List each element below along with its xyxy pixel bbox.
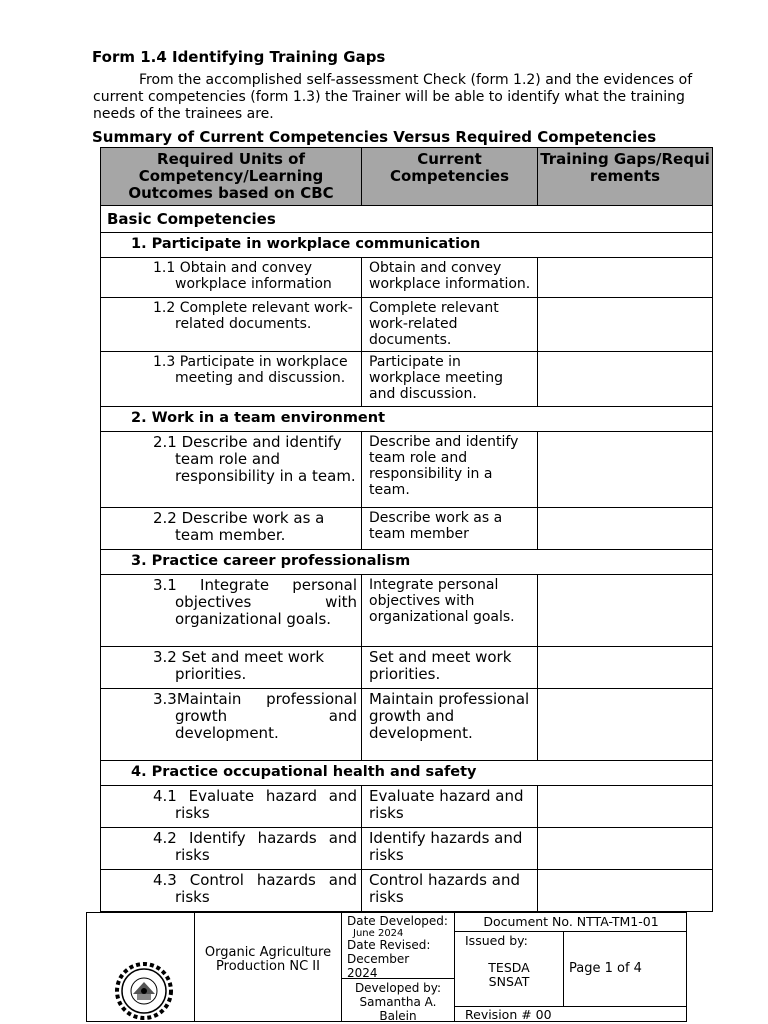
competency-table bbox=[100, 147, 713, 912]
document-number: Document No. NTTA-TM1-01 bbox=[483, 914, 659, 929]
current-competency: Control hazards and risks bbox=[362, 870, 538, 912]
date-revised-value: December 2024 bbox=[347, 952, 410, 980]
learning-outcome: 3.3Maintain professional growth and development. bbox=[153, 690, 357, 742]
intro-paragraph: From the accomplished self-assessment Check (form 1.2) and the evidences of current competencies (form 1.3) the Trainer will be able to identify what the training needs of the trainees are. bbox=[93, 72, 693, 122]
unit-title: 1. Participate in workplace communication bbox=[131, 236, 481, 252]
developed-by-value: Samantha A. Balein bbox=[359, 995, 437, 1023]
learning-outcome: 1.3 Participate in workplace meeting and discussion. bbox=[153, 354, 348, 386]
current-competency: Describe work as a team member bbox=[362, 508, 538, 550]
current-competency: Identify hazards and risks bbox=[362, 828, 538, 870]
unit-title: 2. Work in a team environment bbox=[131, 410, 386, 426]
training-gap-cell[interactable] bbox=[538, 298, 713, 352]
table-row bbox=[101, 689, 713, 761]
date-revised-block bbox=[347, 938, 451, 980]
training-gap-cell[interactable] bbox=[538, 258, 713, 298]
developed-by-block bbox=[343, 981, 453, 1023]
training-gap-cell[interactable] bbox=[538, 575, 713, 647]
unit-title: 4. Practice occupational health and safety bbox=[131, 764, 477, 780]
learning-outcome: 1.2 Complete relevant work-related documents. bbox=[153, 300, 353, 332]
current-competency: Describe and identify team role and responsibility in a team. bbox=[362, 432, 538, 508]
current-competency: Set and meet work priorities. bbox=[362, 647, 538, 689]
training-gap-cell[interactable] bbox=[538, 689, 713, 761]
training-gap-cell[interactable] bbox=[538, 432, 713, 508]
training-gap-cell[interactable] bbox=[538, 647, 713, 689]
training-gap-cell[interactable] bbox=[538, 828, 713, 870]
current-competency: Evaluate hazard and risks bbox=[362, 786, 538, 828]
current-competency: Complete relevant work-related documents. bbox=[362, 298, 538, 352]
unit-row bbox=[101, 407, 713, 432]
learning-outcome: 1.1 Obtain and convey workplace information bbox=[153, 260, 332, 292]
current-competency: Integrate personal objectives with organizational goals. bbox=[362, 575, 538, 647]
learning-outcome: 2.1 Describe and identify team role and responsibility in a team. bbox=[153, 433, 356, 485]
developed-by-label: Developed by: bbox=[354, 981, 442, 995]
table-row bbox=[101, 258, 713, 298]
unit-row bbox=[101, 233, 713, 258]
table-row bbox=[101, 352, 713, 407]
table-row bbox=[101, 870, 713, 912]
document-footer bbox=[86, 912, 687, 1022]
section-row bbox=[101, 206, 713, 233]
header-training-gaps: Training Gaps/Requirements bbox=[538, 148, 713, 206]
training-gap-cell[interactable] bbox=[538, 352, 713, 407]
training-gap-cell[interactable] bbox=[538, 508, 713, 550]
learning-outcome: 4.2 Identify hazards and risks bbox=[153, 829, 357, 864]
table-row bbox=[101, 575, 713, 647]
learning-outcome: 4.3 Control hazards and risks bbox=[153, 871, 357, 906]
training-gap-cell[interactable] bbox=[538, 870, 713, 912]
training-gap-cell[interactable] bbox=[538, 786, 713, 828]
table-row bbox=[101, 828, 713, 870]
unit-row bbox=[101, 761, 713, 786]
learning-outcome: 2.2 Describe work as a team member. bbox=[153, 509, 325, 544]
header-current-competencies: Current Competencies bbox=[362, 148, 538, 206]
page-number: Page 1 of 4 bbox=[569, 961, 642, 976]
current-competency: Participate in workplace meeting and discussion. bbox=[362, 352, 538, 407]
qualification-title: Organic Agriculture Production NC II bbox=[204, 945, 332, 974]
table-header-row bbox=[101, 148, 713, 206]
current-competency: Obtain and convey workplace information. bbox=[362, 258, 538, 298]
table-row bbox=[101, 508, 713, 550]
table-row bbox=[101, 647, 713, 689]
seal-icon bbox=[115, 960, 173, 1020]
learning-outcome: 4.1 Evaluate hazard and risks bbox=[153, 787, 357, 822]
date-revised-label: Date Revised: bbox=[347, 938, 431, 952]
date-developed-value: June 2024 bbox=[353, 928, 404, 939]
date-developed-label: Date Developed: bbox=[347, 914, 448, 928]
table-row bbox=[101, 298, 713, 352]
date-developed-block bbox=[347, 914, 451, 939]
issued-by-value: TESDA SNSAT bbox=[488, 960, 530, 989]
table-row bbox=[101, 786, 713, 828]
table-title: Summary of Current Competencies Versus Required Competencies bbox=[92, 128, 657, 146]
institution-seal bbox=[115, 960, 173, 1024]
unit-title: 3. Practice career professionalism bbox=[131, 553, 411, 569]
unit-row bbox=[101, 550, 713, 575]
current-competency: Maintain professional growth and development. bbox=[362, 689, 538, 761]
issued-by-label: Issued by: bbox=[465, 933, 528, 948]
learning-outcome: 3.2 Set and meet work priorities. bbox=[153, 648, 325, 683]
revision-number: Revision # 00 bbox=[465, 1007, 552, 1022]
learning-outcome: 3.1 Integrate personal objectives with organizational goals. bbox=[153, 576, 357, 628]
form-title: Form 1.4 Identifying Training Gaps bbox=[92, 48, 386, 66]
header-required-units: Required Units of Competency/Learning Outcomes based on CBC bbox=[101, 148, 362, 206]
section-label: Basic Competencies bbox=[107, 210, 276, 228]
table-row bbox=[101, 432, 713, 508]
